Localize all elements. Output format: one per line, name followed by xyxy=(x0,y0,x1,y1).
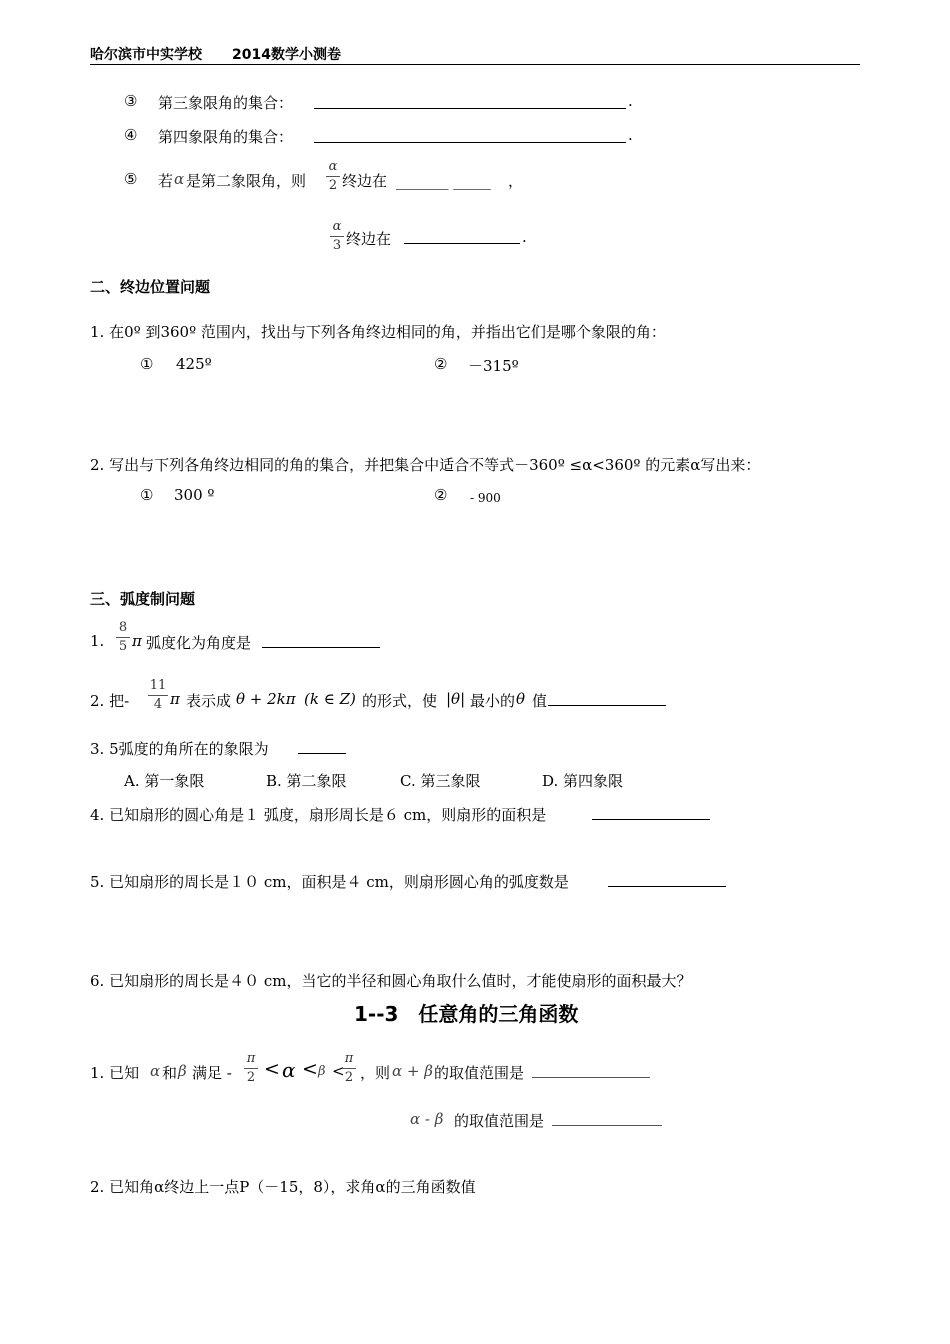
s3-q3-option-b[interactable]: B. 第二象限 xyxy=(266,772,347,790)
s3-q2-text3: 最小的 xyxy=(470,692,516,710)
s4-q1-diff-text: 的取值范围是 xyxy=(454,1112,545,1130)
s2-q1-a-value: 425º xyxy=(176,355,212,373)
s3-q4-text: 4. 已知扇形的圆心角是１ 弧度，扇形周长是６ cm，则扇形的面积是 xyxy=(90,806,547,824)
s4-q1-diff-blank[interactable] xyxy=(552,1125,662,1126)
s4-q1-alpha2: α xyxy=(282,1058,296,1082)
section2-title: 二、终边位置问题 xyxy=(90,278,211,296)
q3-end: . xyxy=(628,92,633,110)
s4-q1-cond: 满足 - xyxy=(192,1064,232,1082)
s3-q2-text2: 的形式，使 xyxy=(362,692,438,710)
s4-q1-sum-text: 的取值范围是 xyxy=(434,1064,525,1082)
s4-q1-then: ，则 xyxy=(360,1064,391,1082)
s2-q1-a-number: ① xyxy=(140,355,154,373)
q4-end: . xyxy=(628,126,633,144)
s4-q1-diff: α - β xyxy=(410,1110,444,1128)
s2-q2-b-number: ② xyxy=(434,486,448,504)
s4-q2-text: 2. 已知角α终边上一点P（－15，8），求角α的三角函数值 xyxy=(90,1178,476,1196)
q5-fraction-third: α 3 xyxy=(330,220,344,253)
s4-q1-sum: α + β xyxy=(392,1062,433,1080)
s3-q2-condition: (k ∈ Z) xyxy=(304,690,356,708)
s3-q1-pi: π xyxy=(132,632,142,650)
s3-q3-option-a[interactable]: A. 第一象限 xyxy=(124,772,205,790)
s3-q2-expression: θ + 2kπ xyxy=(236,690,296,708)
s3-q3-blank[interactable] xyxy=(298,753,346,754)
q4-number: ④ xyxy=(124,126,138,144)
s2-q2-a-value: 300 º xyxy=(174,486,215,504)
s3-q2-fraction: 11 4 xyxy=(149,678,167,712)
s2-q1-text: 1. 在0º 到360º 范围内，找出与下列各角终边相同的角，并指出它们是哪个象限的角： xyxy=(90,323,666,341)
q5-post: 终边在 xyxy=(342,172,388,190)
s3-q2-abs: |θ| xyxy=(446,690,466,708)
s3-q1-number: 1. xyxy=(90,632,105,650)
q5-comma: ， xyxy=(508,172,524,190)
header-exam: 2014数学小测卷 xyxy=(232,47,341,63)
s3-q3-option-d[interactable]: D. 第四象限 xyxy=(542,772,624,790)
section3-title: 三、弧度制问题 xyxy=(90,590,196,608)
q5-pre: 若 xyxy=(158,172,174,190)
q5-number: ⑤ xyxy=(124,170,138,188)
s3-q6-text: 6. 已知扇形的周长是４０ cm，当它的半径和圆心角取什么值时，才能使扇形的面积最大？ xyxy=(90,972,692,990)
q5-blank[interactable]: _______ _____ xyxy=(396,172,491,190)
s3-q2-pi: π xyxy=(170,690,180,708)
s3-q2-text1: 表示成 xyxy=(186,692,232,710)
s4-q1-pre: 1. 已知 xyxy=(90,1064,140,1082)
s3-q2-theta: θ xyxy=(516,690,526,708)
q5-post-third: 终边在 xyxy=(346,230,392,248)
s2-q2-b-value: - 900 xyxy=(470,491,501,505)
s3-q4-blank[interactable] xyxy=(592,819,710,820)
s3-q3-option-c[interactable]: C. 第三象限 xyxy=(400,772,481,790)
s3-q2-blank[interactable] xyxy=(548,705,666,706)
s2-q2-a-number: ① xyxy=(140,486,154,504)
q4-text: 第四象限角的集合： xyxy=(158,128,294,146)
q3-blank[interactable] xyxy=(314,108,626,109)
s3-q1-fraction: 8 5 xyxy=(116,621,130,654)
s4-q1-sum-blank[interactable] xyxy=(532,1077,650,1078)
q3-text: 第三象限角的集合： xyxy=(158,94,294,112)
s4-q1-lt1: < xyxy=(264,1058,280,1080)
header-rule xyxy=(90,64,860,65)
s2-q1-b-number: ② xyxy=(434,355,448,373)
s3-q3-text: 3. 5弧度的角所在的象限为 xyxy=(90,740,269,758)
s3-q1-text: 弧度化为角度是 xyxy=(146,634,252,652)
s4-q1-beta2: β xyxy=(318,1064,326,1079)
s4-q1-alpha: α xyxy=(150,1062,161,1080)
q5-end-third: . xyxy=(522,228,527,246)
s4-q1-lt2: < xyxy=(302,1058,318,1080)
s3-q5-blank[interactable] xyxy=(608,886,726,887)
q5-fraction-half: α 2 xyxy=(326,160,340,193)
s4-q1-beta: β xyxy=(178,1062,187,1080)
s4-q1-lt3: < xyxy=(332,1062,345,1080)
q3-number: ③ xyxy=(124,92,138,110)
section4-title: 1--3 任意角的三角函数 xyxy=(354,1002,579,1026)
s4-q1-fraction-right: π 2 xyxy=(342,1052,356,1085)
s4-q1-fraction-left: π 2 xyxy=(244,1052,258,1085)
s2-q1-b-value: －315º xyxy=(468,357,519,375)
q4-blank[interactable] xyxy=(314,142,626,143)
q5-blank-third[interactable] xyxy=(404,243,520,244)
s3-q2-pre: 2. 把- xyxy=(90,692,130,710)
s3-q1-blank[interactable] xyxy=(262,647,380,648)
q5-mid: 是第二象限角，则 xyxy=(186,172,307,190)
q5-alpha: α xyxy=(174,170,185,188)
s4-q1-and: 和 xyxy=(162,1064,178,1082)
s3-q2-text4: 值 xyxy=(532,692,548,710)
s2-q2-text: 2. 写出与下列各角终边相同的角的集合，并把集合中适合不等式－360º ≤α<360º 的元素α写出来： xyxy=(90,456,761,474)
s3-q5-text: 5. 已知扇形的周长是１０ cm，面积是４ cm，则扇形圆心角的弧度数是 xyxy=(90,873,569,891)
header-school: 哈尔滨市中实学校 xyxy=(90,47,202,63)
